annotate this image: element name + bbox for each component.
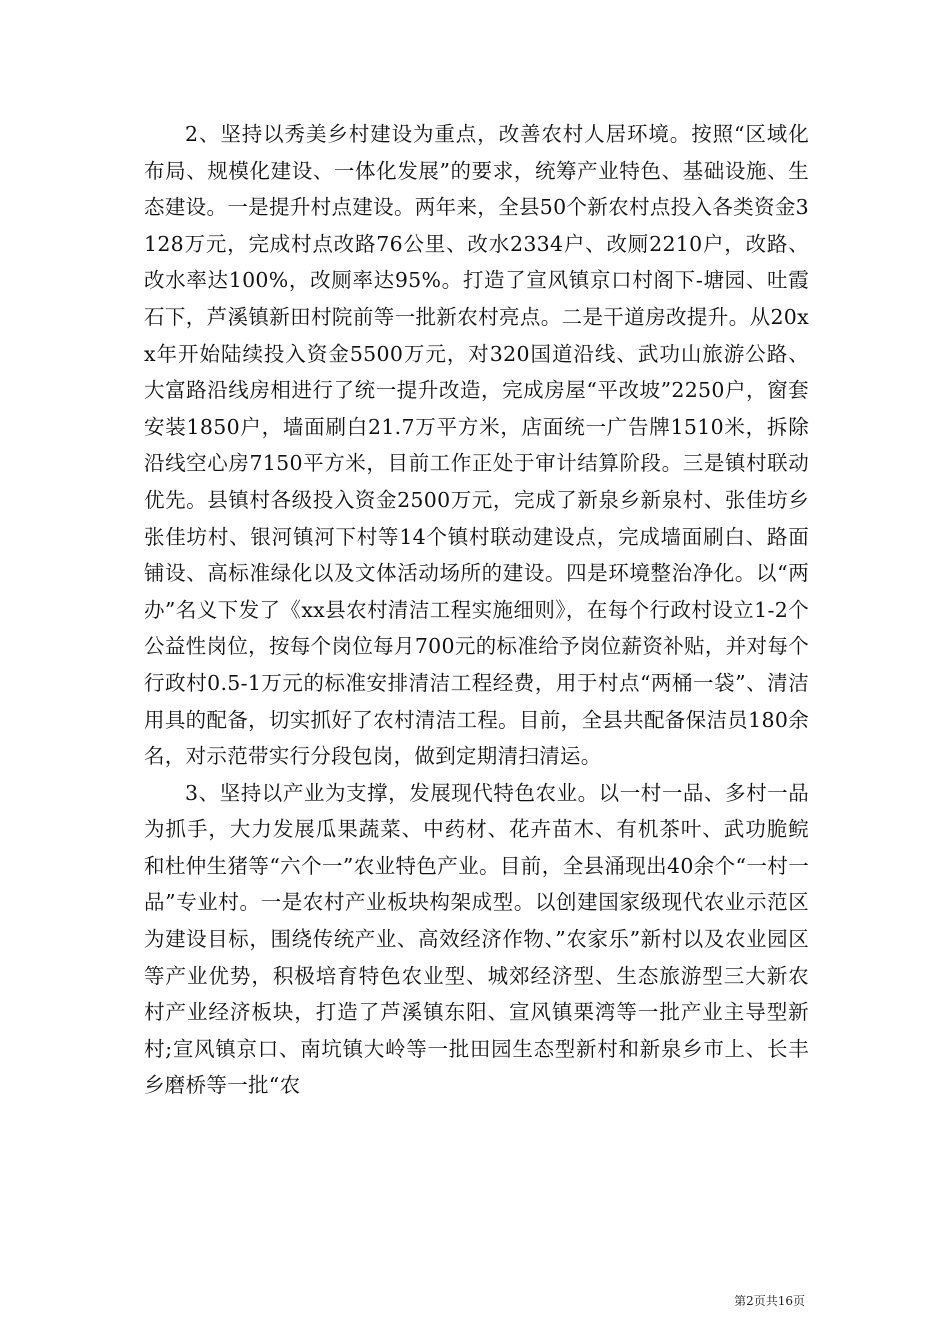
document-body xyxy=(144,116,809,1104)
paragraph-industry-support: 3、坚持以产业为支撑，发展现代特色农业。以一村一品、多村一品为抓手，大力发展瓜果蔬菜、中药材、花卉苗木、有机茶叶、武功脆鲩和杜仲生猪等“六个一”农业特色产业。目前，全县涌现出40余个“一村一品”专业村。一是农村产业板块构架成型。以创建国家级现代农业示范区为建设目标，围绕传统产业、高效经济作物、”农家乐”新村以及农业园区等产业优势，积极培育特色农业型、城郊经济型、生态旅游型三大新农村产业经济板块，打造了芦溪镇东阳、宣风镇栗湾等一批产业主导型新村;宣风镇京口、南坑镇大岭等一批田园生态型新村和新泉乡市上、长丰乡磨桥等一批“农 xyxy=(144,780,809,1098)
page-number: 第2页共16页 xyxy=(734,1294,805,1308)
paragraph-village-construction: 2、坚持以秀美乡村建设为重点，改善农村人居环境。按照“区域化布局、规模化建设、一体化发展”的要求，统筹产业特色、基础设施、生态建设。一是提升村点建设。两年来，全县50个新农村点投入各类资金3128万元，完成村点改路76公里、改水2334户、改厕2210户，改路、改水率达100%，改厕率达95%。打造了宣风镇京口村阁下-塘园、吐霞石下，芦溪镇新田村院前等一批新农村亮点。二是干道房改提升。从20xx年开始陆续投入资金5500万元，对320国道沿线、武功山旅游公路、大富路沿线房相进行了统一提升改造，完成房屋“平改坡”2250户，窗套安装1850户，墙面刷白21.7万平方米，店面统一广告牌1510米，拆除沿线空心房7150平方米，目前工作正处于审计结算阶段。三是镇村联动优先。县镇村各级投入资金2500万元，完成了新泉乡新泉村、张佳坊乡张佳坊村、银河镇河下村等14个镇村联动建设点，完成墙面刷白、路面铺设、高标准绿化以及文体活动场所的建设。四是环境整治净化。以“两办”名义下发了《xx县农村清洁工程实施细则》，在每个行政村设立1-2个公益性岗位，按每个岗位每月700元的标准给予岗位薪资补贴，并对每个行政村0.5-1万元的标准安排清洁工程经费，用于村点“两桶一袋”、清洁用具的配备，切实抓好了农村清洁工程。目前，全县共配备保洁员180余名，对示范带实行分段包岗，做到定期清扫清运。 xyxy=(144,122,809,769)
